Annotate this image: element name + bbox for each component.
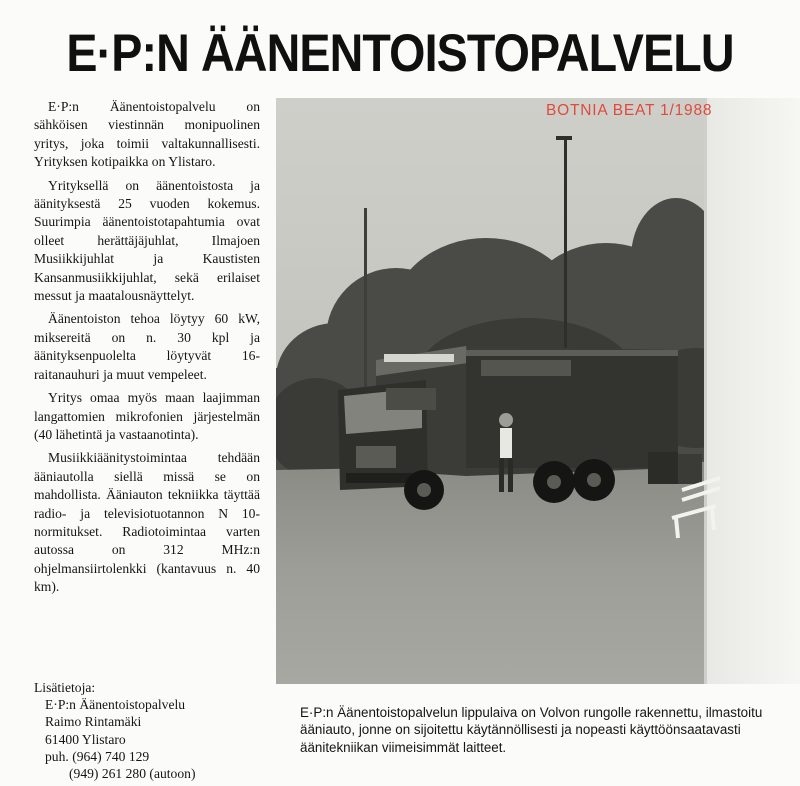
paragraph: Yrityksellä on äänentoistosta ja äänityksestä 25 vuoden kokemus. Suurimpia äänentoistotapahtumia ovat olleet herättäjäjuhlat, Ilmajoen Musiikkijuhlat ja Kaustisten Kansanmusiikkijuhlat, sekä erilaiset messut ja maatalousnäyttelyt.: [34, 177, 260, 304]
paragraph: Yritys omaa myös maan laajimman langattomien mikrofonien järjestelmän (40 lähetintä ja vastaanotinta).: [34, 390, 260, 442]
paragraph: E·P:n Äänentoistopalvelu on sähköisen viestinnän monipuolinen yritys, joka toimii valtakunnallisesti. Yrityksen kotipaikka on Ylistaro.: [34, 99, 260, 170]
photo-caption: E·P:n Äänentoistopalvelun lippulaiva on Volvon rungolle rakennettu, ilmastoitu ääniauto, jonne on sijoitettu käytännöllisesti ja nopeasti käyttöönsaatavasti äänitekniikan viimeisimmät laitteet.: [300, 705, 763, 755]
contact-heading: Lisätietoja:: [34, 680, 96, 695]
headline: E·P:N ÄÄNENTOISTOPALVELU: [66, 24, 734, 83]
contact-company: E·P:n Äänentoistopalvelu: [45, 697, 186, 713]
contact-phone-car: (949) 261 280 (autoon): [69, 766, 196, 782]
paragraph: Äänentoiston tehoa löytyy 60 kW, miksereitä on n. 30 kpl ja äänityksenpuolelta löytyvät 16-raitanauhuri ja muut vempeleet.: [34, 311, 260, 382]
article-body: [34, 98, 260, 602]
contact-block: [34, 679, 266, 782]
paragraph: Musiikkiäänitystoimintaa tehdään ääniautolla siellä missä se on mahdollista. Ääniauton tekniikka täyttää radio- ja televisiotuotannon N 10-normitukset. Radiotoimintaa varten autossa on 312 MHz:n ohjelmansiirtolenkki (kantavuus n. 40 km).: [34, 450, 260, 595]
contact-postal: 61400 Ylistaro: [45, 731, 126, 747]
publication-stamp: BOTNIA BEAT 1/1988: [546, 102, 713, 119]
contact-phone: puh. (964) 740 129: [45, 748, 150, 764]
sound-truck-photo: [276, 98, 800, 684]
contact-person: Raimo Rintamäki: [45, 714, 142, 730]
